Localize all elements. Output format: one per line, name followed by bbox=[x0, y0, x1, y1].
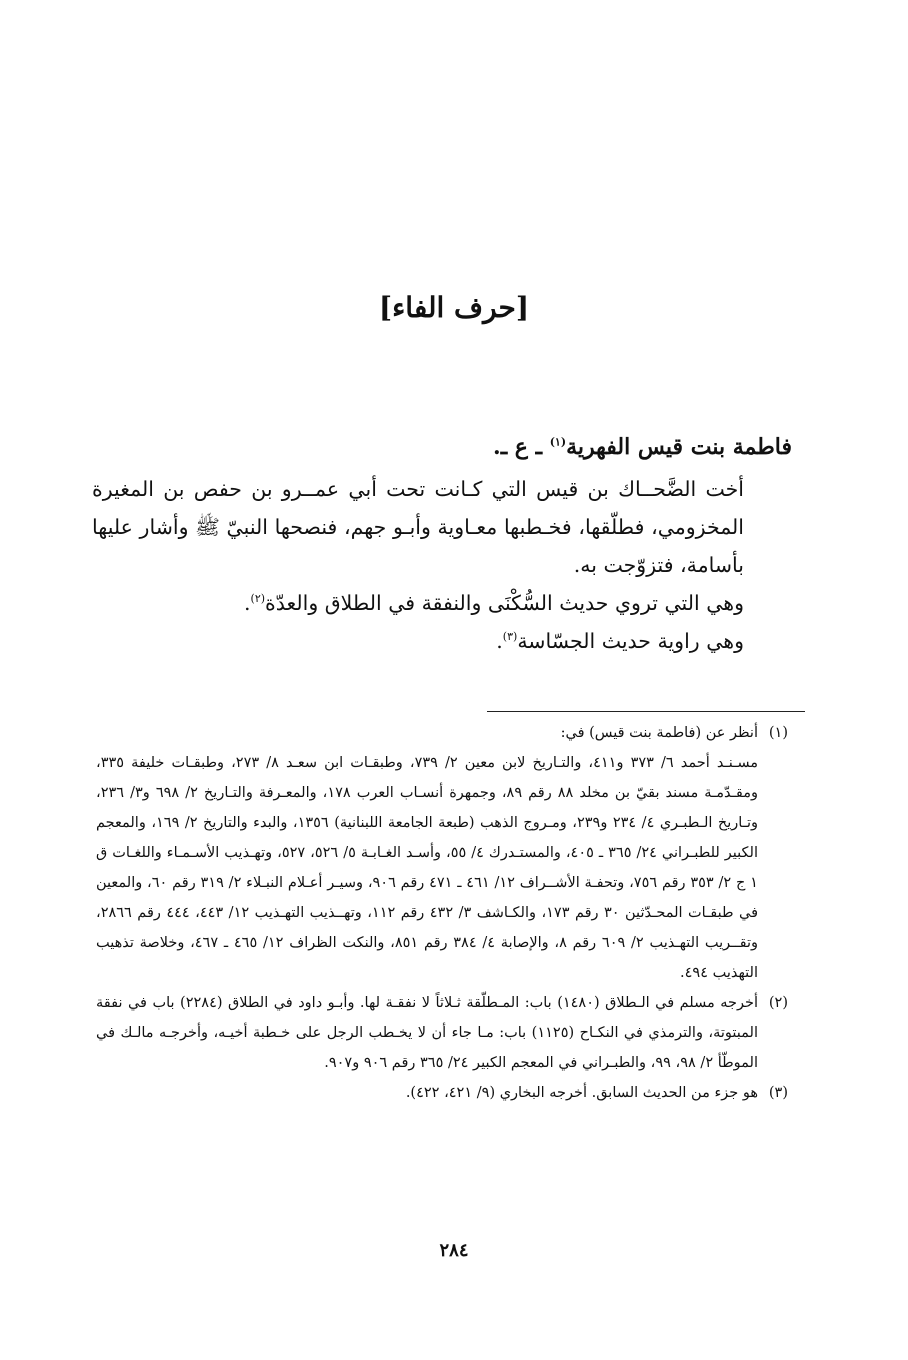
entry-paragraph-3-text: وهي راوية حديث الجسّاسة bbox=[517, 629, 744, 653]
footnote-ref-3: (٣) bbox=[502, 630, 518, 644]
footnote-text: هو جزء من الحديث السابق. أخرجه البخاري (٩/ ٤٢١، ٤٢٢). bbox=[405, 1085, 758, 1101]
footnote-intro: أنظر عن (فاطمة بنت قيس) في: bbox=[560, 725, 758, 741]
entry-title-text: فاطمة بنت قيس الفهرية bbox=[566, 434, 792, 460]
footnote-ref-2: (٢) bbox=[250, 592, 266, 606]
footnote-text: أخرجه مسلم في الـطلاق (١٤٨٠) باب: المـطلّقة ثـلاثاً لا نفقـة لها. وأبـو داود في الطلاق (٢٢٨٤) باب في نفقة المبتوتة، والترمذي في النكـاح (١١٢٥) باب: مـا جاء أن لا يخـطب الرجل على خـطبة أخيـه، وأخرجـه مالـك في الموطّأ ٢/ ٩٨، ٩٩، والطبـراني في المعجم الكبير ٢٤/ ٣٦٥ رقم ٩٠٦ و٩٠٧. bbox=[96, 995, 758, 1071]
entry-paragraph-3-end: . bbox=[496, 629, 503, 653]
footnote-number: (١) bbox=[768, 725, 788, 741]
footnote-body bbox=[96, 988, 758, 1078]
footnote-body bbox=[96, 718, 758, 988]
footnote-body bbox=[96, 1078, 758, 1108]
chapter-heading: [حرف الفاء] bbox=[378, 291, 530, 324]
footnote-number: (٢) bbox=[768, 995, 788, 1011]
footnote-ref-1: (١) bbox=[549, 435, 567, 449]
footnote-text: مسـنـد أحمد ٦/ ٣٧٣ و٤١١، والتـاريخ لابن معين ٢/ ٧٣٩، وطبقـات ابن سعـد ٨/ ٢٧٣، وطبقـات خليفة ٣٣٥، ومقـدّمـة مسند بقيّ بن مخلد ٨٨ رقم ٨٩، وجمهرة أنسـاب العرب ١٧٨، والمعـرفة والتـاريخ ٢/ ٦٩٨ و٣/ ٢٣٦، وتـاريخ الـطبـري ٤/ ٢٣٤ و٢٣٩، ومـروج الذهب (طبعة الجامعة اللبنانية) ١٣٥٦، والبدء والتاريخ ٢/ ١٦٩، والمعجم الكبير للطبـراني ٢٤/ ٣٦٥ ـ ٤٠٥، والمستـدرك ٤/ ٥٥، وأسـد الغـابـة ٥/ ٥٢٦، ٥٢٧، وتهـذيب الأسـمـاء واللغـات ق ١ ج ٢/ ٣٥٣ رقم ٧٥٦، وتحفـة الأشــراف ١٢/ ٤٦١ ـ ٤٧١ رقم ٩٠٦، وسيـر أعـلام النبـلاء ٢/ ٣١٩ رقم ٦٠، والمعين في طبقـات المحـدّثين ٣٠ رقم ١٧٣، والكـاشف ٣/ ٤٣٢ رقم ١١٢، وتهــذيب التهـذيب ١٢/ ٤٤٣، ٤٤٤ رقم ٢٨٦٦، وتقــريب التهـذيب ٢/ ٦٠٩ رقم ٨، والإصابة ٤/ ٣٨٤ رقم ٨٥١، والنكت الظراف ١٢/ ٤٦٥ ـ ٤٦٧، وخلاصة تذهيب التهذيب ٤٩٤. bbox=[96, 755, 759, 981]
entry-paragraph-2 bbox=[92, 584, 792, 622]
entry-paragraph-2-text: وهي التي تروي حديث السُّكْنَى والنفقة في الطلاق والعدّة bbox=[265, 591, 744, 615]
entry-title bbox=[92, 428, 792, 466]
entry-title-suffix: ـ ع ـ. bbox=[493, 434, 550, 460]
footnotes bbox=[96, 718, 788, 1108]
footnote-2 bbox=[96, 988, 788, 1078]
footnote-divider bbox=[487, 711, 805, 712]
footnote-number: (٣) bbox=[768, 1085, 788, 1101]
footnote-1 bbox=[96, 718, 788, 988]
page-number: ٢٨٤ bbox=[439, 1240, 469, 1261]
entry-paragraph-3 bbox=[92, 622, 792, 660]
main-text bbox=[92, 428, 792, 660]
footnote-3 bbox=[96, 1078, 788, 1108]
entry-paragraph-2-end: . bbox=[243, 591, 251, 615]
entry-paragraph-1: أخت الضَّحــاك بن قيس التي كـانت تحت أبي عمــرو بن حفص بن المغيرة المخزومي، فطلّقها، فخـطبها معـاوية وأبـو جهم، فنصحها النبيّ ﷺ وأشار عليها بأسامة، فتزوّجت به. bbox=[92, 477, 744, 577]
